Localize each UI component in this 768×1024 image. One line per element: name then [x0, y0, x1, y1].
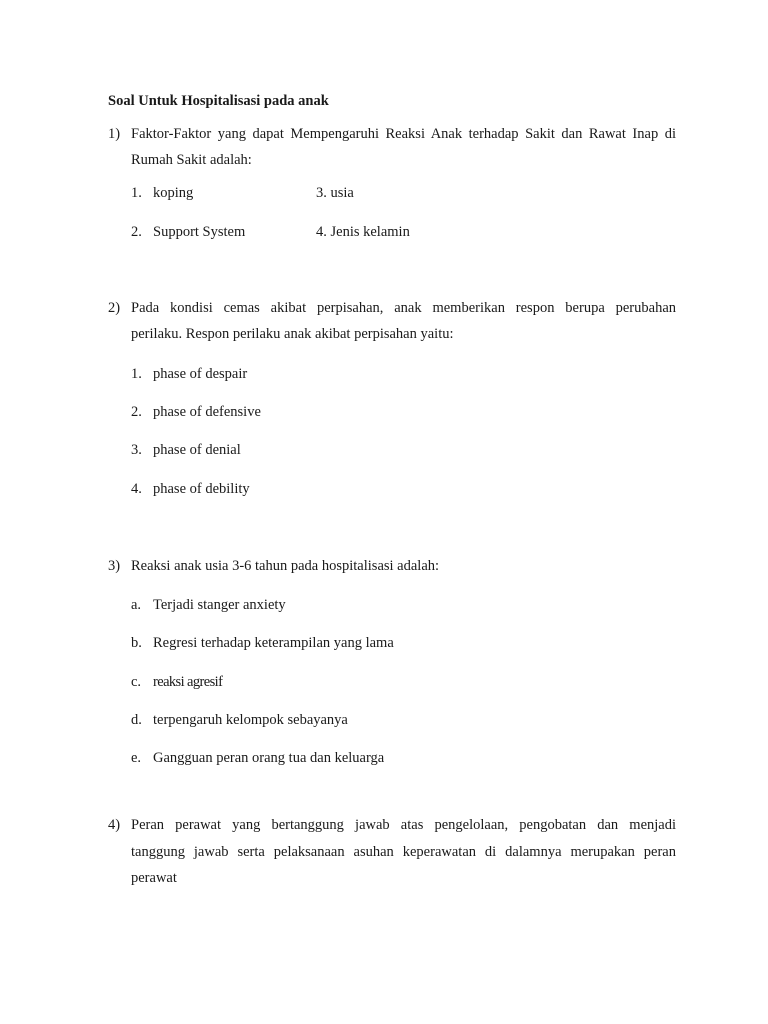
- question-4-text-line3: perawat: [131, 870, 177, 886]
- q3-option-text: terpengaruh kelompok sebayanya: [153, 712, 348, 728]
- question-1-text-line1: Faktor-Faktor yang dapat Mempengaruhi Reaksi Anak terhadap Sakit dan Rawat Inap di: [131, 126, 676, 142]
- q3-option-marker: e.: [131, 750, 142, 766]
- q1-option-right: 4. Jenis kelamin: [316, 224, 410, 240]
- q2-option-text: phase of denial: [153, 442, 241, 458]
- q3-option-text: Gangguan peran orang tua dan keluarga: [153, 750, 385, 766]
- q3-option-marker: d.: [131, 712, 142, 728]
- q3-option-marker: c.: [131, 674, 142, 690]
- q2-option-text: phase of debility: [153, 481, 250, 497]
- q1-option-marker: 2.: [131, 224, 142, 240]
- question-1-text-line2: Rumah Sakit adalah:: [131, 152, 252, 168]
- q1-option-text: koping: [153, 185, 194, 201]
- q2-option-text: phase of despair: [153, 366, 248, 382]
- q1-option-text: Support System: [153, 224, 246, 240]
- q3-option-text: Terjadi stanger anxiety: [153, 597, 286, 613]
- question-4-text-line1: Peran perawat yang bertanggung jawab atas pengelolaan, pengobatan dan menjadi: [131, 817, 676, 833]
- question-4-text-line2: tanggung jawab serta pelaksanaan asuhan keperawatan di dalamnya merupakan peran: [131, 844, 676, 860]
- q2-option-marker: 1.: [131, 366, 142, 382]
- question-2-number: 2): [108, 300, 121, 316]
- q3-option-marker: b.: [131, 635, 142, 651]
- question-2-text-line2: perilaku. Respon perilaku anak akibat perpisahan yaitu:: [131, 326, 454, 342]
- q3-option-marker: a.: [131, 597, 142, 613]
- q1-option-right: 3. usia: [316, 185, 354, 201]
- q2-option-marker: 4.: [131, 481, 142, 497]
- question-3-number: 3): [108, 558, 121, 574]
- question-1-number: 1): [108, 126, 121, 142]
- question-4-number: 4): [108, 817, 121, 833]
- question-2-text-line1: Pada kondisi cemas akibat perpisahan, anak memberikan respon berupa perubahan: [131, 300, 676, 316]
- q2-option-marker: 3.: [131, 442, 142, 458]
- q1-option-marker: 1.: [131, 185, 142, 201]
- q3-option-text: Regresi terhadap keterampilan yang lama: [153, 635, 394, 651]
- question-3-text-line1: Reaksi anak usia 3-6 tahun pada hospitalisasi adalah:: [131, 558, 440, 574]
- q2-option-marker: 2.: [131, 404, 142, 420]
- q3-option-text: reaksi agresif: [153, 674, 223, 690]
- q2-option-text: phase of defensive: [153, 404, 261, 420]
- document-title: Soal Untuk Hospitalisasi pada anak: [108, 93, 329, 109]
